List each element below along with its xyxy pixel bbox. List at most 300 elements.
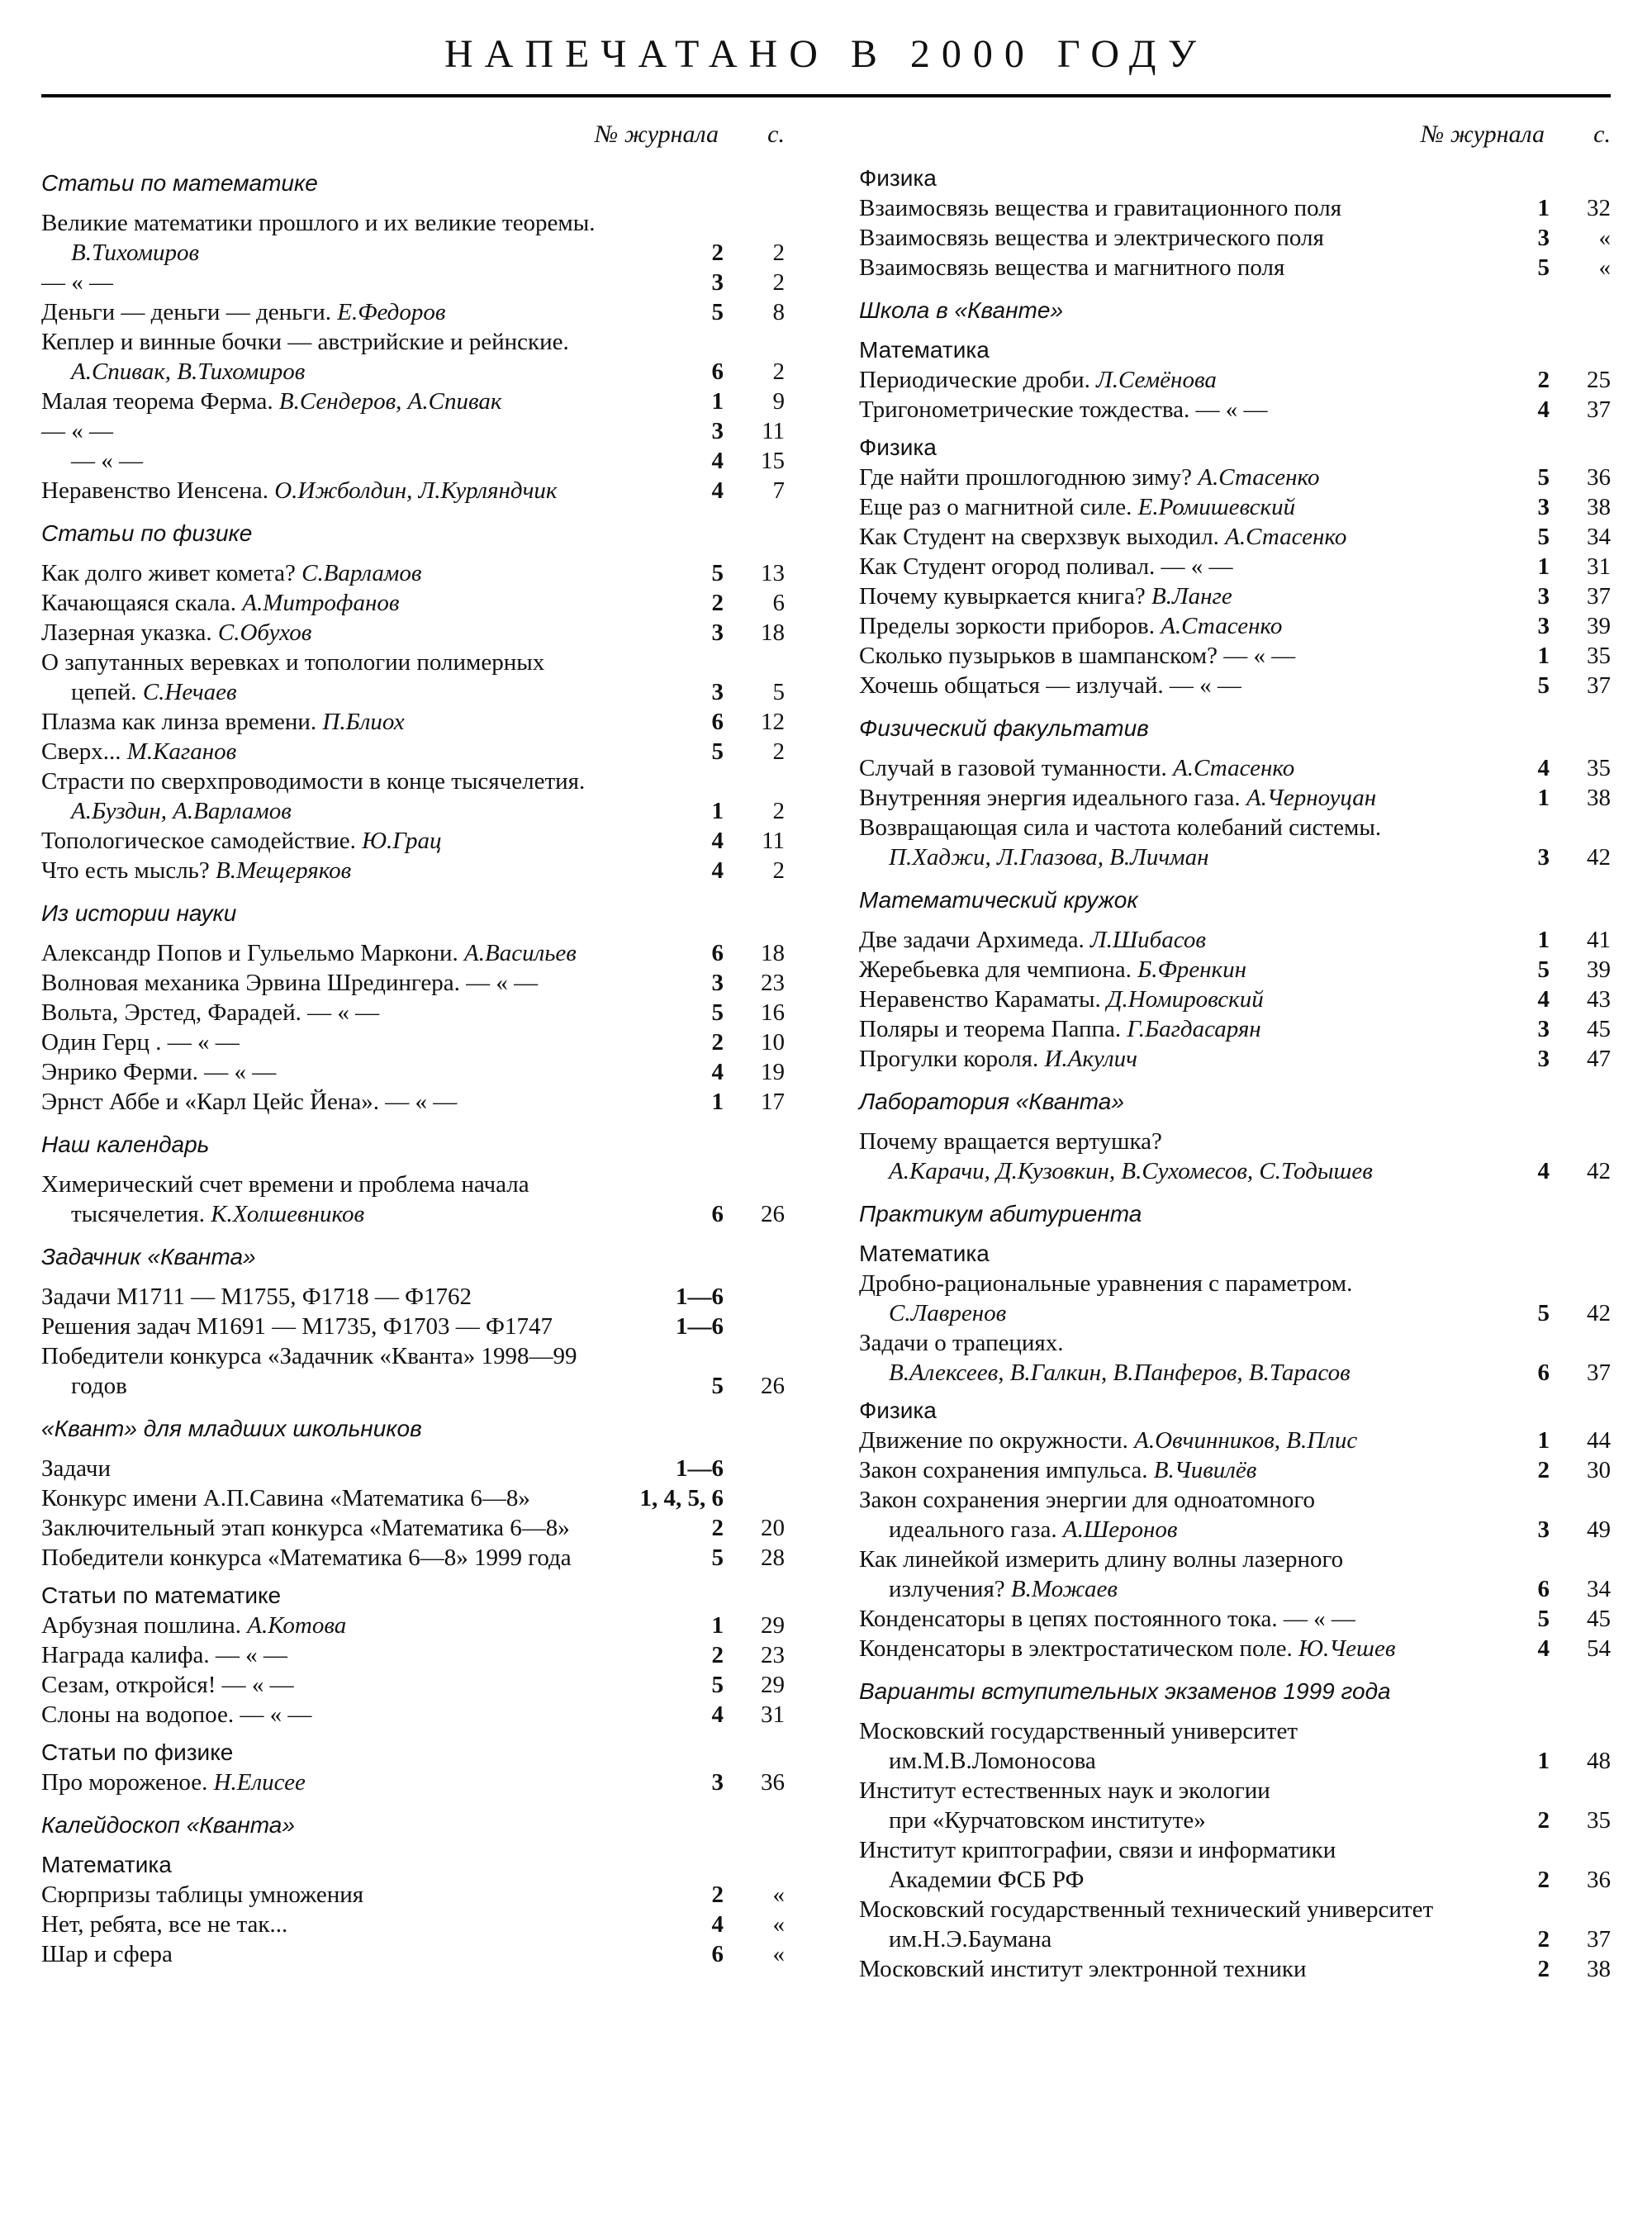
- page-number: 44: [1587, 1427, 1611, 1454]
- entry-text: Александр Попов и Гульельмо Маркони.: [41, 940, 458, 966]
- index-entry: [859, 985, 1611, 1014]
- issue-number: 1: [711, 1089, 724, 1115]
- index-entry: [41, 268, 785, 297]
- index-entry: [41, 1543, 785, 1573]
- page-number: 34: [1587, 524, 1611, 550]
- entry-text: Победители конкурса «Математика 6—8» 1999 года: [41, 1545, 572, 1571]
- page-number: 54: [1587, 1635, 1611, 1662]
- page-number: 16: [761, 999, 785, 1026]
- page-title: НАПЕЧАТАНО В 2000 ГОДУ: [444, 32, 1208, 76]
- entry-author: П.Хаджи, Л.Глазова, В.Личман: [889, 844, 1209, 871]
- issue-number: 3: [711, 269, 724, 296]
- entry-text: Дробно-рациональные уравнения с параметром.: [859, 1270, 1353, 1297]
- issue-number: 5: [1537, 524, 1550, 550]
- issue-number: 5: [711, 999, 724, 1026]
- entry-title: [41, 648, 616, 707]
- index-entry: [41, 648, 785, 707]
- index-entry: [859, 1895, 1611, 1954]
- subsection-heading: Физика: [859, 434, 937, 460]
- entry-author: К.Холшевников: [211, 1201, 365, 1227]
- issue-number: 4: [1537, 986, 1550, 1013]
- page-number: 37: [1587, 396, 1611, 423]
- page-number: 43: [1587, 986, 1611, 1013]
- entry-title: [41, 1640, 616, 1670]
- title-rule: [41, 94, 1611, 97]
- index-entry: [41, 297, 785, 327]
- entry-title: [41, 327, 616, 387]
- entry-title: [41, 476, 616, 505]
- issue-number: 6: [1537, 1359, 1550, 1386]
- section-heading: Калейдоскоп «Кванта»: [41, 1812, 295, 1838]
- entry-text: Решения задач М1691 — М1735, Ф1703 — Ф1747: [41, 1313, 553, 1340]
- entry-title: [41, 1027, 616, 1057]
- entry-title: [859, 813, 1442, 872]
- entry-title: [859, 611, 1442, 641]
- entry-author: А.Овчинников, В.Плис: [1134, 1427, 1358, 1454]
- issue-number: 3: [1537, 225, 1550, 251]
- entry-title: [859, 581, 1442, 611]
- index-entry: [859, 395, 1611, 425]
- entry-continuation: при «Курчатовском институте»: [889, 1807, 1206, 1834]
- page-number: 11: [762, 828, 785, 854]
- entry-title: [41, 208, 616, 268]
- right-column-header: [859, 114, 1611, 155]
- index-entry: [41, 558, 785, 588]
- page-number: 29: [761, 1672, 785, 1698]
- entry-text: Внутренняя энергия идеального газа.: [859, 785, 1241, 811]
- entry-author: В.Можаев: [1010, 1576, 1118, 1602]
- entry-title: [41, 1170, 616, 1229]
- entry-title: [41, 387, 616, 416]
- entry-text: Конкурс имени А.П.Савина «Математика 6—8»: [41, 1485, 530, 1511]
- entry-author: А.Карачи, Д.Кузовкин, В.Сухомесов, С.Тодышев: [889, 1158, 1373, 1184]
- index-entry: [41, 416, 785, 446]
- index-entry: [859, 753, 1611, 783]
- entry-author: Ю.Чешев: [1298, 1635, 1396, 1662]
- entry-text: Страсти по сверхпроводимости в конце тысячелетия.: [41, 768, 586, 795]
- entry-author: А.Черноуцан: [1246, 785, 1377, 811]
- page-number: 31: [761, 1701, 785, 1728]
- entry-author: С.Нечаев: [142, 679, 237, 705]
- entry-text: Энрико Ферми. — « —: [41, 1059, 277, 1085]
- index-entry: [859, 552, 1611, 581]
- page-number: 41: [1587, 927, 1611, 953]
- entry-author: С.Лавренов: [889, 1300, 1007, 1326]
- issue-number: 5: [1537, 1300, 1550, 1326]
- entry-title: [41, 1611, 616, 1640]
- section-heading: Лаборатория «Кванта»: [859, 1089, 1124, 1114]
- entry-text: — « —: [41, 269, 113, 296]
- issue-number: 4: [711, 1911, 724, 1938]
- index-entry: [41, 856, 785, 885]
- issue-number: 6: [711, 1201, 724, 1227]
- issue-number: 2: [711, 1881, 724, 1908]
- page-number: 8: [772, 299, 785, 325]
- index-entry: [859, 1604, 1611, 1634]
- issue-number: 1: [711, 388, 724, 415]
- entry-text: Вольта, Эрстед, Фарадей. — « —: [41, 999, 380, 1026]
- entry-text: Кеплер и винные бочки — австрийские и рейнские.: [41, 329, 569, 355]
- page-number: 37: [1587, 583, 1611, 610]
- index-entry: [859, 463, 1611, 492]
- index-entry: [41, 446, 785, 476]
- issue-number: 3: [1537, 1516, 1550, 1543]
- entry-text: Московский государственный технический университет: [859, 1896, 1434, 1923]
- page-number: 48: [1587, 1748, 1611, 1774]
- issue-number: 1: [1537, 927, 1550, 953]
- page-header: с.: [767, 121, 785, 148]
- index-entry: [41, 1282, 785, 1312]
- index-entry: [41, 1312, 785, 1341]
- issue-number: 2: [711, 1515, 724, 1541]
- entry-text: Задачи М1711 — М1755, Ф1718 — Ф1762: [41, 1284, 472, 1310]
- page-number: 23: [761, 1642, 785, 1668]
- page-number: 35: [1587, 643, 1611, 669]
- entry-author: С.Обухов: [217, 619, 312, 646]
- entry-author: М.Каганов: [126, 738, 237, 765]
- entry-text: Конденсаторы в цепях постоянного тока. — « —: [859, 1606, 1355, 1632]
- issue-number: 5: [1537, 254, 1550, 281]
- section-heading: Наш календарь: [41, 1132, 210, 1157]
- issue-number: 2: [1537, 1926, 1550, 1953]
- index-entry: [41, 1880, 785, 1910]
- entry-text: Институт естественных наук и экологии: [859, 1777, 1270, 1804]
- entry-text: Волновая механика Эрвина Шредингера. — « —: [41, 970, 539, 996]
- entry-continuation: Академии ФСБ РФ: [889, 1867, 1085, 1893]
- page-number: 32: [1587, 195, 1611, 221]
- issue-number: 5: [1537, 956, 1550, 983]
- index-entry: [41, 1057, 785, 1087]
- page-number: 23: [761, 970, 785, 996]
- entry-author: И.Акулич: [1044, 1046, 1137, 1072]
- entry-text: Тригонометрические тождества. — « —: [859, 396, 1268, 423]
- issue-number: 5: [711, 1672, 724, 1698]
- entry-title: [859, 671, 1442, 700]
- entry-continuation: тысячелетия. К.Холшевников: [71, 1201, 365, 1227]
- issue-number: 4: [711, 828, 724, 854]
- page-number: 37: [1587, 672, 1611, 699]
- page-number: 49: [1587, 1516, 1611, 1543]
- page-number: 35: [1587, 755, 1611, 781]
- left-column: [41, 114, 785, 1969]
- index-entry: [859, 611, 1611, 641]
- entry-author: Н.Елисее: [213, 1769, 306, 1796]
- entry-title: [859, 985, 1442, 1014]
- page-number: 13: [761, 560, 785, 586]
- entry-text: Возвращающая сила и частота колебаний системы.: [859, 814, 1382, 841]
- entry-text: Взаимосвязь вещества и гравитационного поля: [859, 195, 1342, 221]
- entry-title: [41, 998, 616, 1027]
- entry-text: Взаимосвязь вещества и электрического поля: [859, 225, 1324, 251]
- entry-title: [41, 268, 616, 297]
- section-heading: Практикум абитуриента: [859, 1201, 1142, 1227]
- entry-title: [41, 1543, 616, 1573]
- index-entry: [859, 365, 1611, 395]
- section-heading: Физический факультатив: [859, 715, 1149, 741]
- subsection-heading: Математика: [859, 1241, 990, 1266]
- entry-title: [859, 783, 1442, 813]
- subsection-heading: Физика: [859, 165, 937, 191]
- issue-number: 5: [711, 738, 724, 765]
- index-entry: [41, 476, 785, 505]
- entry-author: С.Варламов: [301, 560, 422, 586]
- entry-text: Хочешь общаться — излучай. — « —: [859, 672, 1241, 699]
- entry-text: Эрнст Аббе и «Карл Цейс Йена». — « —: [41, 1089, 458, 1115]
- entry-text: Поляры и теорема Паппа.: [859, 1016, 1122, 1042]
- entry-title: [41, 1939, 616, 1969]
- entry-text: Слоны на водопое. — « —: [41, 1701, 312, 1728]
- issue-number: 4: [1537, 396, 1550, 423]
- issue-number: 2: [1537, 1956, 1550, 1982]
- page-number: 26: [761, 1373, 785, 1399]
- issue-number: 1, 4, 5, 6: [639, 1485, 724, 1511]
- index-entry: [859, 1455, 1611, 1485]
- index-entry: [41, 1027, 785, 1057]
- entry-text: Плазма как линза времени.: [41, 709, 317, 735]
- entry-text: Деньги — деньги — деньги.: [41, 299, 331, 325]
- issue-number: 4: [711, 1701, 724, 1728]
- issue-number: 3: [711, 619, 724, 646]
- entry-text: Почему вращается вертушка?: [859, 1128, 1162, 1155]
- index-entry: [859, 641, 1611, 671]
- index-entry: [41, 968, 785, 998]
- entry-title: [859, 492, 1442, 522]
- index-entry: [41, 1768, 785, 1797]
- page-number: 26: [761, 1201, 785, 1227]
- entry-author: А.Буздин, А.Варламов: [71, 798, 292, 824]
- issue-number: 1: [711, 798, 724, 824]
- entry-title: [859, 1776, 1442, 1835]
- entry-text: Почему кувыркается книга?: [859, 583, 1146, 610]
- entry-text: Задачи: [41, 1455, 111, 1482]
- issue-number: 5: [711, 1545, 724, 1571]
- page-number: 2: [772, 269, 785, 296]
- index-entry: [41, 826, 785, 856]
- index-entry: [859, 1044, 1611, 1074]
- issue-number: 4: [711, 448, 724, 474]
- entry-author: В.Алексеев, В.Галкин, В.Панферов, В.Тарасов: [889, 1359, 1351, 1386]
- index-entry: [41, 327, 785, 387]
- entry-title: [859, 925, 1442, 955]
- entry-text: — « —: [71, 448, 143, 474]
- entry-title: [41, 707, 616, 737]
- index-entry: [41, 1341, 785, 1401]
- issue-number: 1—6: [676, 1455, 724, 1482]
- entry-title: [859, 253, 1442, 282]
- index-entry: [859, 193, 1611, 223]
- page-number: 29: [761, 1612, 785, 1639]
- entry-continuation: им.М.В.Ломоносова: [889, 1748, 1096, 1774]
- entry-continuation: годов: [71, 1373, 127, 1399]
- entry-title: [41, 558, 616, 588]
- index-entry: [859, 522, 1611, 552]
- issue-number: 2: [1537, 1457, 1550, 1483]
- page-number: 38: [1587, 494, 1611, 520]
- entry-text: Сезам, откройся! — « —: [41, 1672, 294, 1698]
- index-entry: [859, 1545, 1611, 1604]
- page-number: 45: [1587, 1016, 1611, 1042]
- entry-continuation: [41, 796, 616, 826]
- page-number: 5: [772, 679, 785, 705]
- entry-continuation: цепей. С.Нечаев: [71, 679, 237, 705]
- entry-title: [41, 1341, 616, 1401]
- issue-number: 5: [1537, 464, 1550, 491]
- entry-author: А.Котова: [247, 1612, 347, 1639]
- entry-author: Д.Номировский: [1107, 986, 1264, 1013]
- entry-title: [859, 463, 1442, 492]
- issue-number: 5: [1537, 672, 1550, 699]
- entry-text: Пределы зоркости приборов.: [859, 613, 1155, 639]
- page-number: 34: [1587, 1576, 1611, 1602]
- entry-text: Про мороженое.: [41, 1769, 208, 1796]
- entry-title: [41, 1282, 616, 1312]
- entry-text: Закон сохранения энергии для одноатомного: [859, 1487, 1316, 1513]
- page-number: «: [772, 1941, 785, 1967]
- issue-number: 4: [1537, 1635, 1550, 1662]
- entry-author: А.Стасенко: [1173, 755, 1295, 781]
- index-entry: [859, 925, 1611, 955]
- entry-title: [859, 193, 1442, 223]
- page-number: 19: [761, 1059, 785, 1085]
- page-number: 38: [1587, 1956, 1611, 1982]
- entry-continuation: [859, 1156, 1442, 1186]
- index-entry: [859, 1426, 1611, 1455]
- entry-title: [859, 1485, 1442, 1545]
- entry-author: В.Чивилёв: [1153, 1457, 1257, 1483]
- index-entry: [41, 737, 785, 766]
- entry-title: [859, 1604, 1442, 1634]
- page-number: 38: [1587, 785, 1611, 811]
- issue-number: 2: [711, 590, 724, 616]
- page-number: «: [772, 1881, 785, 1908]
- index-entry: [859, 1716, 1611, 1776]
- right-entries: [859, 164, 1611, 1984]
- issue-number: 5: [711, 299, 724, 325]
- page-number: 9: [772, 388, 785, 415]
- entry-title: [41, 1312, 616, 1341]
- index-entry: [41, 1640, 785, 1670]
- entry-author: Л.Шибасов: [1090, 927, 1206, 953]
- page-header: с.: [1593, 121, 1611, 148]
- issue-number: 3: [711, 970, 724, 996]
- entry-author: О.Ижболдин, Л.Курляндчик: [274, 477, 558, 504]
- issue-number: 4: [711, 1059, 724, 1085]
- index-entry: [41, 1670, 785, 1700]
- entry-author: Б.Френкин: [1137, 956, 1247, 983]
- entry-author: Е.Ромишевский: [1137, 494, 1296, 520]
- page-number: 15: [761, 448, 785, 474]
- entry-title: [859, 365, 1442, 395]
- index-entry: [859, 581, 1611, 611]
- entry-title: [41, 446, 616, 476]
- issue-number: 3: [711, 1769, 724, 1796]
- entry-author: Е.Федоров: [337, 299, 446, 325]
- entry-continuation: [859, 1298, 1442, 1328]
- entry-author: В.Мещеряков: [216, 857, 352, 884]
- entry-text: Прогулки короля.: [859, 1046, 1039, 1072]
- issue-number: 4: [1537, 1158, 1550, 1184]
- entry-text: О запутанных веревках и топологии полимерных: [41, 649, 545, 676]
- index-entry: [859, 813, 1611, 872]
- page-number: 18: [761, 940, 785, 966]
- entry-text: Заключительный этап конкурса «Математика 6—8»: [41, 1515, 570, 1541]
- entry-title: [859, 1634, 1442, 1663]
- entry-continuation: им.Н.Э.Баумана: [889, 1926, 1052, 1953]
- page-number: 2: [772, 738, 785, 765]
- index-entry: [41, 1454, 785, 1483]
- entry-text: Как линейкой измерить длину волны лазерного: [859, 1546, 1344, 1573]
- issue-number: 3: [1537, 844, 1550, 871]
- entry-title: [41, 297, 616, 327]
- entry-title: [859, 1269, 1442, 1328]
- issue-number: 1: [711, 1612, 724, 1639]
- entry-title: [859, 1954, 1442, 1984]
- entry-title: [859, 641, 1442, 671]
- issue-number: 1: [1537, 195, 1550, 221]
- page-number: 2: [772, 857, 785, 884]
- entry-title: [859, 753, 1442, 783]
- index-entry: [859, 1954, 1611, 1984]
- section-heading: Задачник «Кванта»: [41, 1244, 256, 1269]
- page-number: 10: [761, 1029, 785, 1056]
- issue-number: 1—6: [676, 1284, 724, 1310]
- page-number: 35: [1587, 1807, 1611, 1834]
- page-number: 6: [772, 590, 785, 616]
- entry-text: Сверх...: [41, 738, 121, 765]
- index-entry: [41, 1087, 785, 1117]
- issue-number: 1: [1537, 1427, 1550, 1454]
- section-heading: «Квант» для младших школьников: [41, 1416, 422, 1441]
- page-number: 25: [1587, 367, 1611, 393]
- index-entry: [41, 1483, 785, 1513]
- issue-number: 1: [1537, 643, 1550, 669]
- issue-number: 2: [1537, 367, 1550, 393]
- index-entry: [41, 1910, 785, 1939]
- entry-title: [859, 1328, 1442, 1388]
- page-number: 7: [772, 477, 785, 504]
- entry-continuation: [41, 238, 616, 268]
- entry-text: Две задачи Архимеда.: [859, 927, 1085, 953]
- entry-text: Малая теорема Ферма.: [41, 388, 273, 415]
- issue-number: 5: [1537, 1606, 1550, 1632]
- entry-title: [859, 1545, 1442, 1604]
- entry-text: Периодические дроби.: [859, 367, 1090, 393]
- index-entry: [859, 1269, 1611, 1328]
- index-entry: [859, 783, 1611, 813]
- entry-author: А.Васильев: [464, 940, 577, 966]
- page-number: 39: [1587, 613, 1611, 639]
- entry-continuation: излучения? В.Можаев: [889, 1576, 1118, 1602]
- index-entry: [41, 208, 785, 268]
- index-entry: [859, 253, 1611, 282]
- entry-text: Еще раз о магнитной силе.: [859, 494, 1132, 520]
- page-number: «: [772, 1911, 785, 1938]
- entry-text: Неравенство Иенсена.: [41, 477, 268, 504]
- index-entry: [41, 387, 785, 416]
- page-number: 2: [772, 358, 785, 385]
- entry-text: Сколько пузырьков в шампанском? — « —: [859, 643, 1296, 669]
- index-entry: [41, 588, 785, 618]
- page-number: 36: [1587, 464, 1611, 491]
- index-entry: [859, 955, 1611, 985]
- index-entry: [859, 671, 1611, 700]
- page-number: 28: [761, 1545, 785, 1571]
- entry-text: Московский государственный университет: [859, 1718, 1298, 1744]
- entry-title: [41, 1768, 616, 1797]
- entry-text: Химерический счет времени и проблема начала: [41, 1171, 529, 1198]
- index-entry: [41, 998, 785, 1027]
- index-entry: [41, 938, 785, 968]
